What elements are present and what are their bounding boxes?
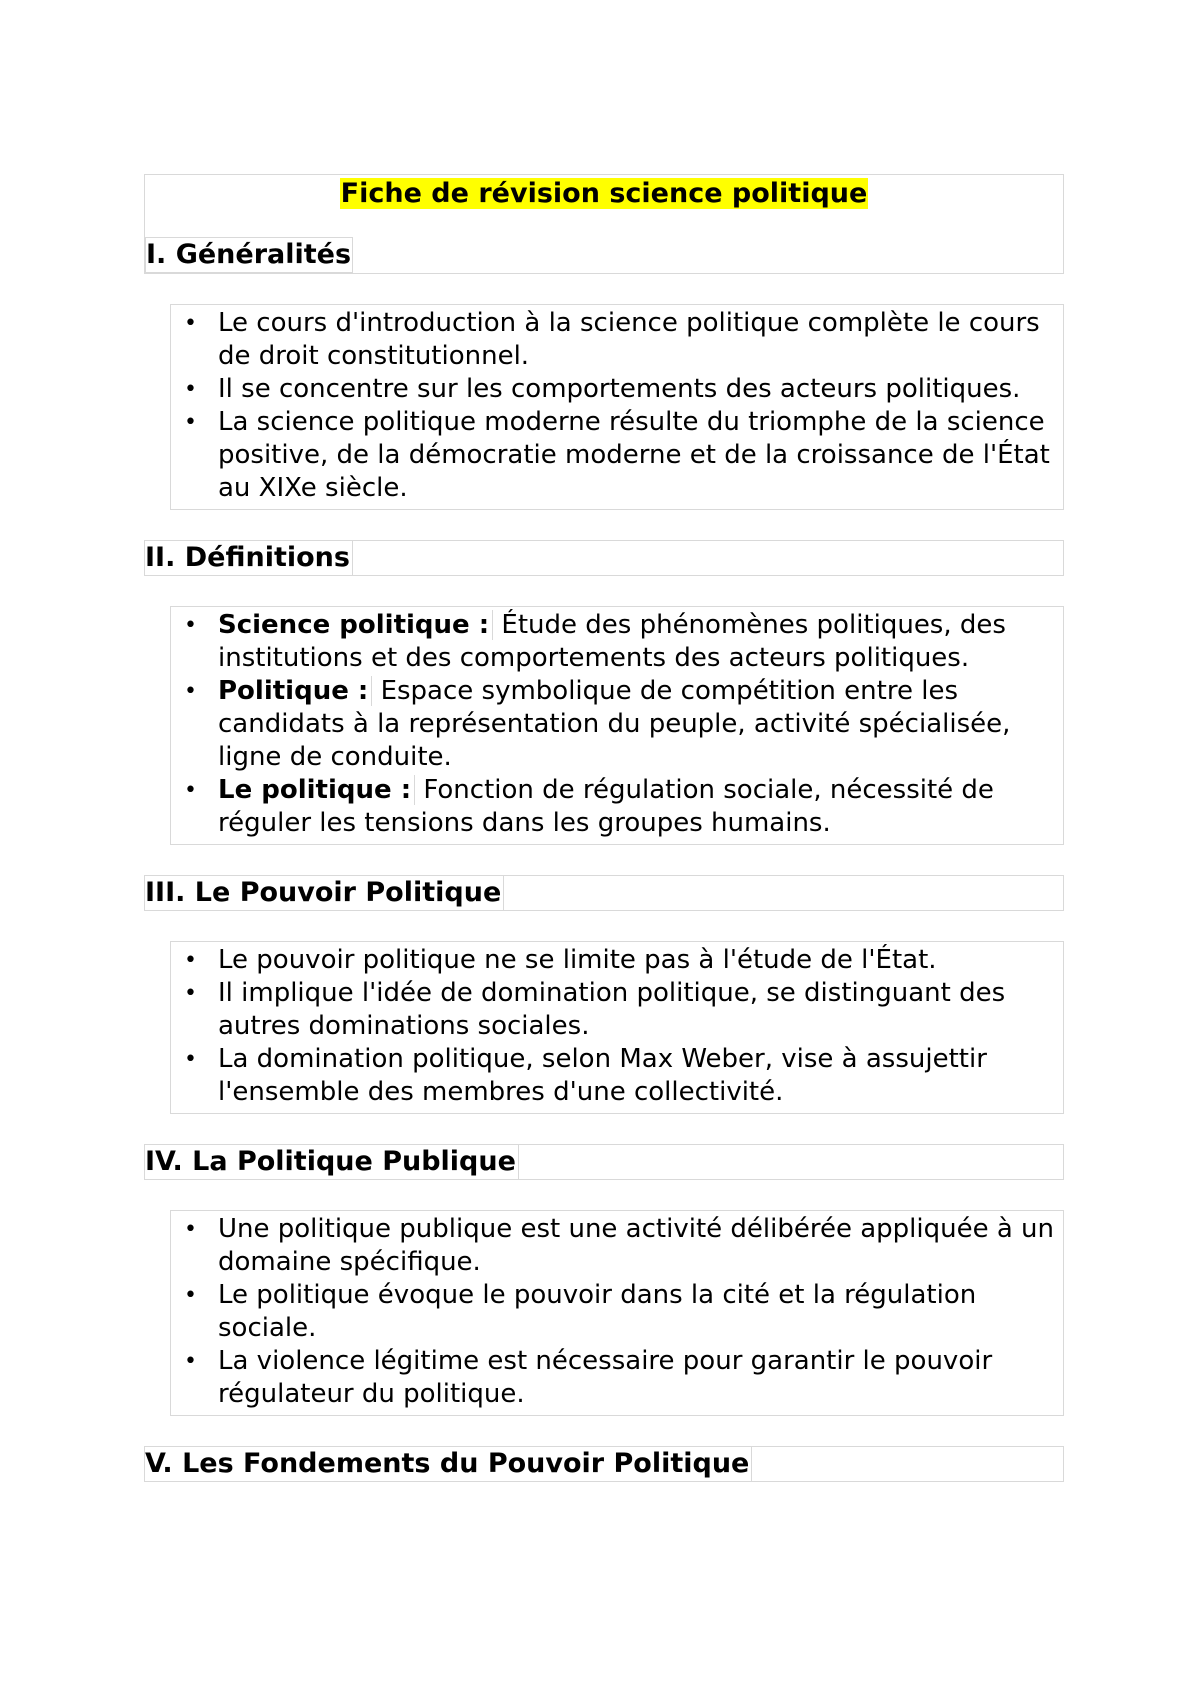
section-heading-1: I. Généralités <box>145 237 353 273</box>
list-item: • La violence légitime est nécessaire pour garantir le pouvoir régulateur du politique. <box>218 1345 1063 1411</box>
section-heading-4: IV. La Politique Publique <box>145 1145 519 1179</box>
section-heading-box-4 <box>144 1144 1064 1180</box>
list-item: • Il implique l'idée de domination politique, se distinguant des autres dominations sociales. <box>218 977 1063 1043</box>
list-item: • Il se concentre sur les comportements des acteurs politiques. <box>218 373 1063 406</box>
section-heading-box-3 <box>144 875 1064 911</box>
list-item: • La science politique moderne résulte du triomphe de la science positive, de la démocratie moderne et de la croissance de l'État au XIXe siècle. <box>218 406 1063 505</box>
list-item: • Le politique évoque le pouvoir dans la cité et la régulation sociale. <box>218 1279 1063 1345</box>
definition-term: Politique : <box>218 676 372 706</box>
section-list-2 <box>170 606 1064 845</box>
list-item: • Politique : Espace symbolique de compétition entre les candidats à la représentation du peuple, activité spécialisée, ligne de conduite. <box>218 675 1063 774</box>
section-heading-5: V. Les Fondements du Pouvoir Politique <box>145 1447 752 1481</box>
list-item: • Le cours d'introduction à la science politique complète le cours de droit constitutionnel. <box>218 307 1063 373</box>
list-item: • Science politique : Étude des phénomènes politiques, des institutions et des comportements des acteurs politiques. <box>218 609 1063 675</box>
section-list-1 <box>170 304 1064 510</box>
section-heading-3: III. Le Pouvoir Politique <box>145 876 504 910</box>
section-list-3 <box>170 941 1064 1114</box>
document-page <box>144 174 1064 1482</box>
section-heading-2: II. Définitions <box>145 541 353 575</box>
section-heading-box-5 <box>144 1446 1064 1482</box>
definition-term: Le politique : <box>218 775 415 805</box>
list-item: • Une politique publique est une activité délibérée appliquée à un domaine spécifique. <box>218 1213 1063 1279</box>
section-heading-box-2 <box>144 540 1064 576</box>
list-item: • Le politique : Fonction de régulation sociale, nécessité de réguler les tensions dans les groupes humains. <box>218 774 1063 840</box>
definition-term: Science politique : <box>218 610 493 640</box>
list-item: • La domination politique, selon Max Weber, vise à assujettir l'ensemble des membres d'une collectivité. <box>218 1043 1063 1109</box>
list-item: • Le pouvoir politique ne se limite pas à l'étude de l'État. <box>218 944 1063 977</box>
title-box <box>144 174 1064 274</box>
document-title: Fiche de révision science politique <box>340 178 868 209</box>
section-list-4 <box>170 1210 1064 1416</box>
